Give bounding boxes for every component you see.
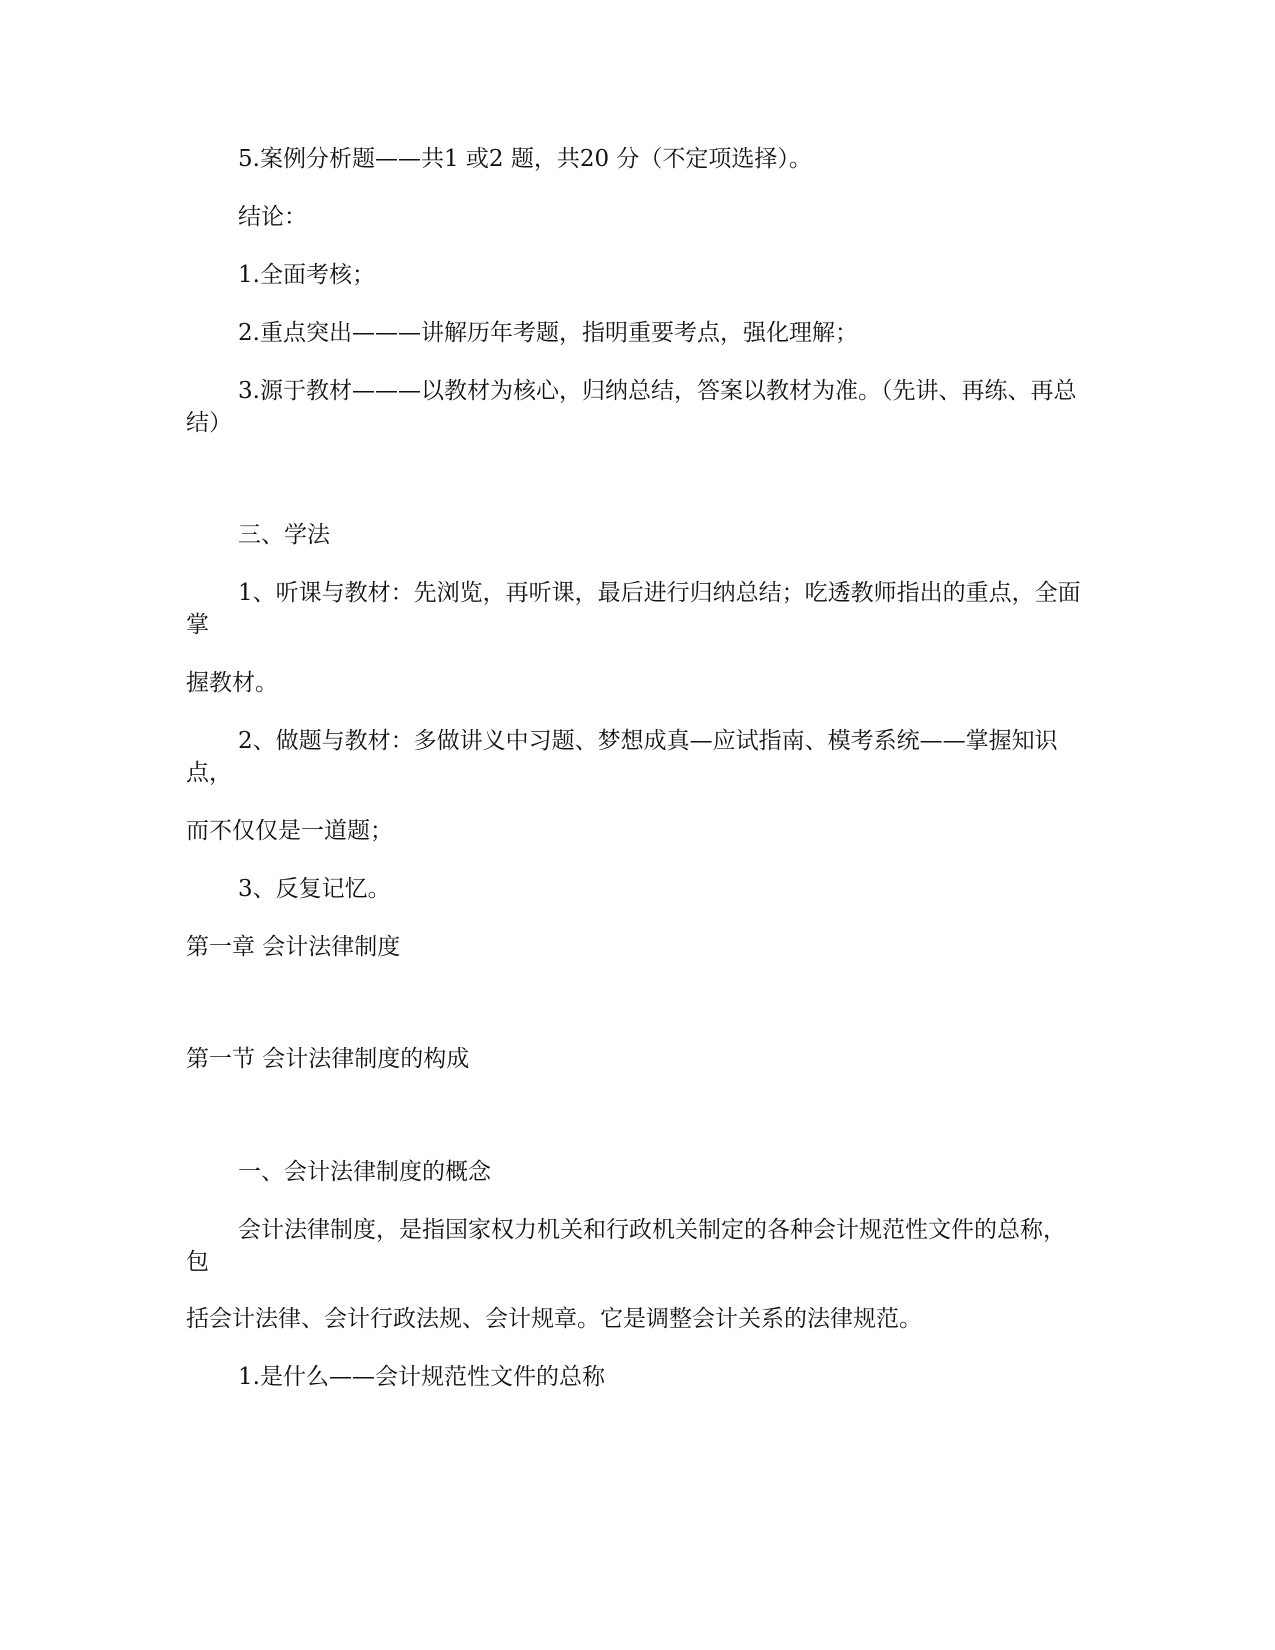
- text-line-conclusion-item-3: 3.源于教材———以教材为核心，归纳总结，答案以教材为准。（先讲、再练、再总结）: [186, 378, 1077, 436]
- text-line-conclusion-item-2: 2.重点突出———讲解历年考题，指明重要考点，强化理解；: [238, 320, 858, 346]
- text-line-method-2-continued: 而不仅仅是一道题；: [186, 818, 393, 844]
- text-line-method-1-continued: 握教材。: [186, 670, 278, 696]
- text-line-what-is-it: 1.是什么——会计规范性文件的总称: [238, 1364, 605, 1390]
- text-line-method-1: 1、听课与教材：先浏览，再听课，最后进行归纳总结；吃透教师指出的重点，全面掌: [186, 580, 1081, 638]
- subsection-heading-concept: 一、会计法律制度的概念: [238, 1159, 491, 1185]
- section-heading-study-method: 三、学法: [238, 522, 330, 548]
- text-line-definition: 会计法律制度，是指国家权力机关和行政机关制定的各种会计规范性文件的总称，包: [186, 1217, 1066, 1275]
- text-line-conclusion-item-1: 1.全面考核；: [238, 262, 375, 288]
- text-line-definition-continued: 括会计法律、会计行政法规、会计规章。它是调整会计关系的法律规范。: [186, 1306, 922, 1332]
- text-line-method-2: 2、做题与教材：多做讲义中习题、梦想成真—应试指南、模考系统——掌握知识点，: [186, 728, 1058, 786]
- text-line-method-3: 3、反复记忆。: [238, 876, 391, 902]
- chapter-title: 第一章 会计法律制度: [186, 934, 401, 960]
- text-line-conclusion-heading: 结论：: [238, 204, 307, 230]
- section-title: 第一节 会计法律制度的构成: [186, 1046, 470, 1072]
- text-line-exam-case-analysis: 5.案例分析题——共1 或2 题，共20 分（不定项选择）。: [238, 146, 812, 172]
